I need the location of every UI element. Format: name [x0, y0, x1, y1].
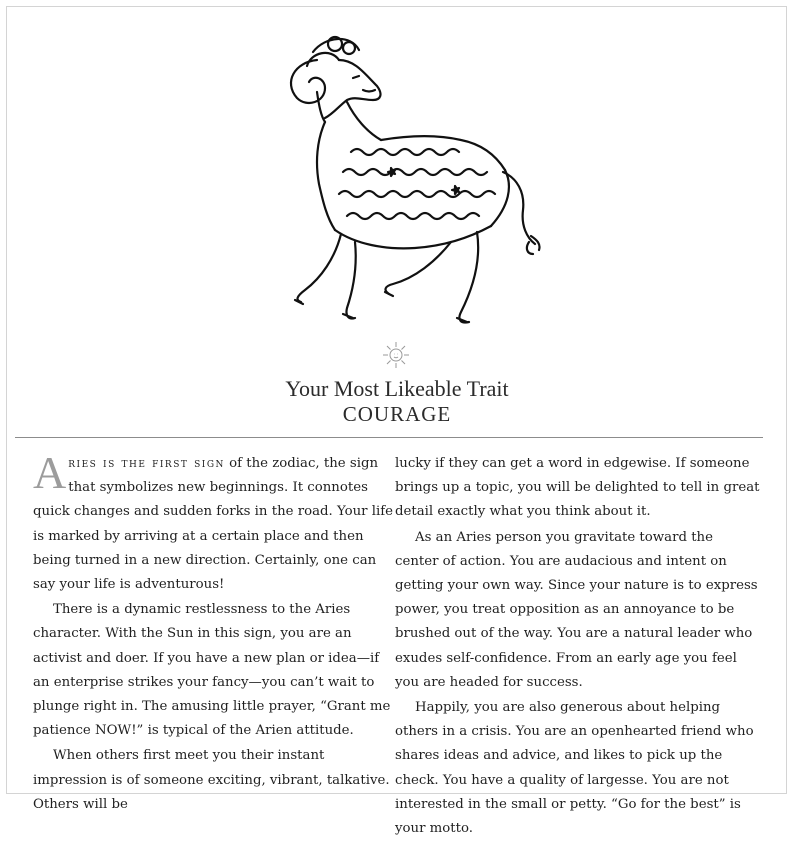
- paragraph-3-end: lucky if they can get a word in edgewise. If someone brings up a topic, you will be delighted to tell in great detail exactly what you think about it.: [395, 456, 760, 520]
- paragraph-2: There is a dynamic restlessness to the Aries character. With the Sun in this sign, you are an activist and doer. If you have a new plan or idea—if an enterprise strikes your fancy—you can’t wait to plunge right in. The amusing little prayer, “Grant me patience NOW!” is typical of the Arien attitude.: [33, 602, 391, 739]
- paragraph-1: [33, 447, 398, 597]
- paragraph-4: As an Aries person you gravitate toward the center of action. You are audacious and intent on getting your own way. Since your nature is to express power, you treat opposition as an annoyance to be brushed out of the way. You are a natural leader who exudes self-confidence. From an early age you feel you are headed for success.: [395, 529, 758, 690]
- paragraph-1-text: of the zodiac, the sign that symbolizes new beginnings. It connotes quick changes and sudden forks in the road. Your life is marked by arriving at a certain place and then being turned in a new direction. Certainly, one can say your life is adventurous!: [33, 456, 394, 593]
- text-column-left: [33, 447, 398, 817]
- lead-in: ries is the first sign: [68, 456, 225, 471]
- text-column-right: [395, 452, 760, 841]
- aries-ram-illustration: [255, 22, 555, 340]
- divider: [15, 437, 763, 438]
- drop-cap: A: [33, 447, 67, 498]
- paragraph-5: Happily, you are also generous about helping others in a crisis. You are an openhearted friend who shares ideas and advice, and likes to pick up the check. You have a quality of largesse. You are not interested in the small or petty. “Go for the best” is your motto.: [395, 700, 754, 837]
- sun-face-icon: [381, 340, 411, 370]
- paragraph-3-start: When others first meet you their instant impression is of someone exciting, vibrant, talkative. Others will be: [33, 748, 390, 812]
- section-title: Your Most Likeable Trait: [285, 376, 509, 401]
- trait-name: COURAGE: [342, 402, 452, 426]
